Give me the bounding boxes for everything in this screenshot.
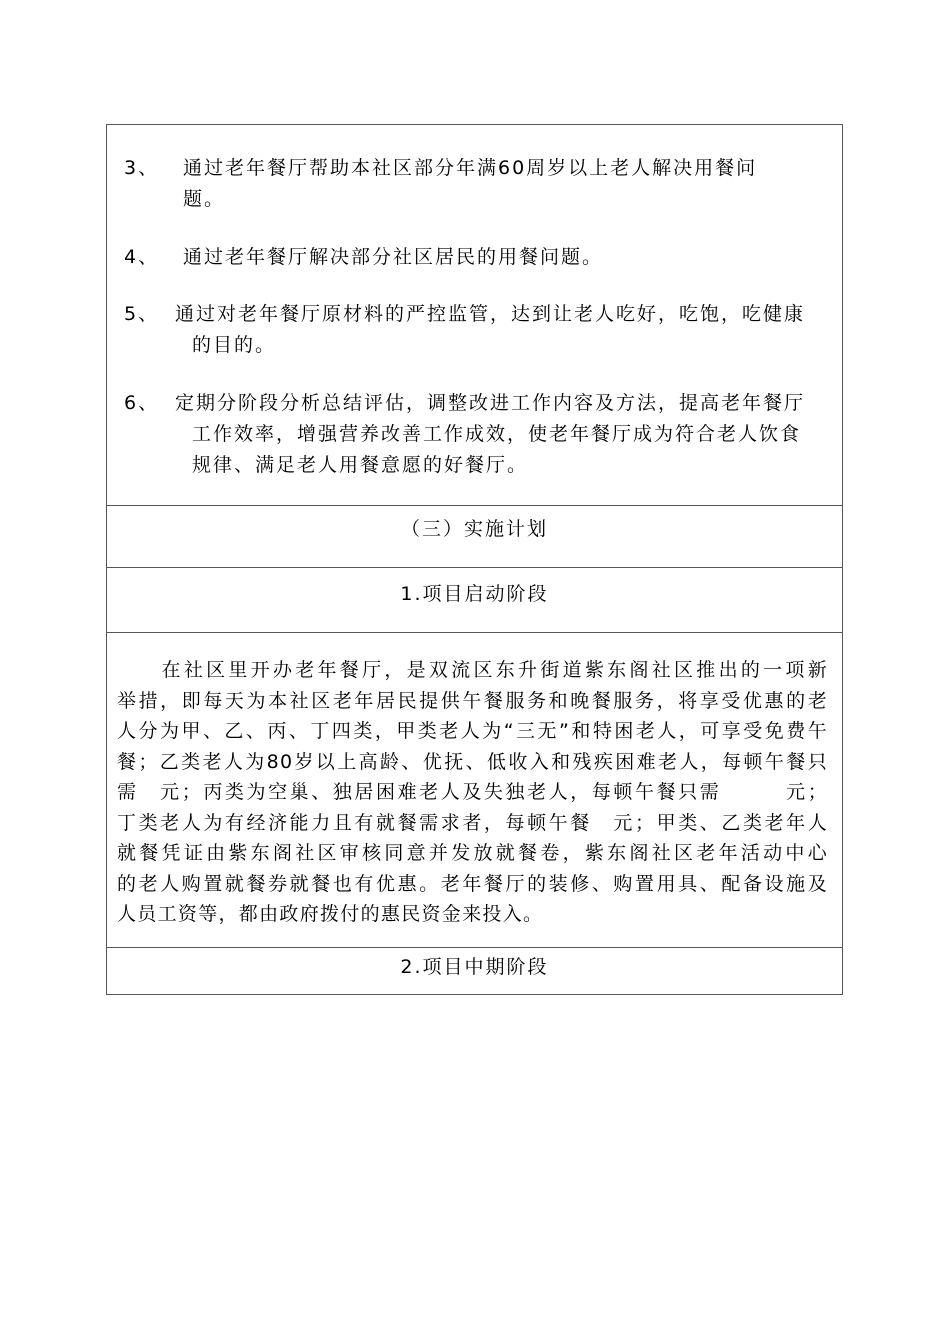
plan-table [106, 124, 843, 995]
goal-line: 定期分阶段分析总结评估，调整改进工作内容及方法，提高老年餐厅 [175, 392, 806, 414]
goal-text [183, 242, 824, 273]
goal-text [183, 153, 824, 215]
section-title: （三）实施计划 [107, 506, 843, 568]
goal-line: 的目的。 [192, 334, 277, 356]
goals-cell [107, 125, 843, 506]
goal-line: 规律、满足老人用餐意愿的好餐厅。 [192, 454, 529, 476]
paragraph-line: 餐；乙类老人为80岁以上高龄、优抚、低收入和残疾困难老人，每顿午餐只 [117, 750, 828, 773]
goal-text [175, 299, 824, 361]
paragraph-line: 在社区里开办老年餐厅，是双流区东升街道紫东阁社区推出的一项新 [117, 659, 828, 681]
goal-text [175, 388, 824, 481]
goal-line: 题。 [183, 188, 226, 210]
goal-line: 工作效率，增强营养改善工作成效，使老年餐厅成为符合老人饮食 [192, 423, 802, 445]
goal-line: 通过对老年餐厅原材料的严控监管，达到让老人吃好，吃饱，吃健康 [175, 303, 806, 325]
goal-number: 6、 [124, 392, 160, 414]
paragraph-line: 举措，即每天为本社区老年居民提供午餐服务和晚餐服务，将享受优惠的老 [117, 689, 828, 712]
goal-line: 通过老年餐厅解决部分社区居民的用餐问题。 [183, 246, 604, 268]
goal-number: 4、 [124, 246, 160, 268]
phase1-title: 1.项目启动阶段 [107, 568, 843, 633]
paragraph-line: 就餐凭证由紫东阁社区审核同意并发放就餐卷，紫东阁社区老年活动中心 [117, 842, 828, 864]
paragraph-line: 的老人购置就餐券就餐也有优惠。老年餐厅的装修、购置用具、配备设施及 [117, 872, 828, 895]
paragraph-line: 人员工资等，都由政府拨付的惠民资金来投入。 [117, 903, 544, 925]
phase2-title: 2.项目中期阶段 [107, 948, 843, 995]
goal-number: 3、 [124, 157, 160, 179]
goal-line: 通过老年餐厅帮助本社区部分年满60周岁以上老人解决用餐问 [183, 157, 758, 179]
goal-number: 5、 [124, 303, 160, 325]
paragraph-line: 丁类老人为有经济能力且有就餐需求者，每顿午餐 元；甲类、乙类老年人 [117, 811, 828, 834]
paragraph-line: 人分为甲、乙、丙、丁四类，甲类老人为“三无”和特困老人，可享受免费午 [117, 720, 828, 742]
phase1-paragraph-cell [107, 633, 843, 948]
paragraph-line: 需 元；丙类为空巢、独居困难老人及失独老人，每顿午餐只需 元； [117, 781, 828, 803]
phase1-paragraph [117, 655, 828, 930]
